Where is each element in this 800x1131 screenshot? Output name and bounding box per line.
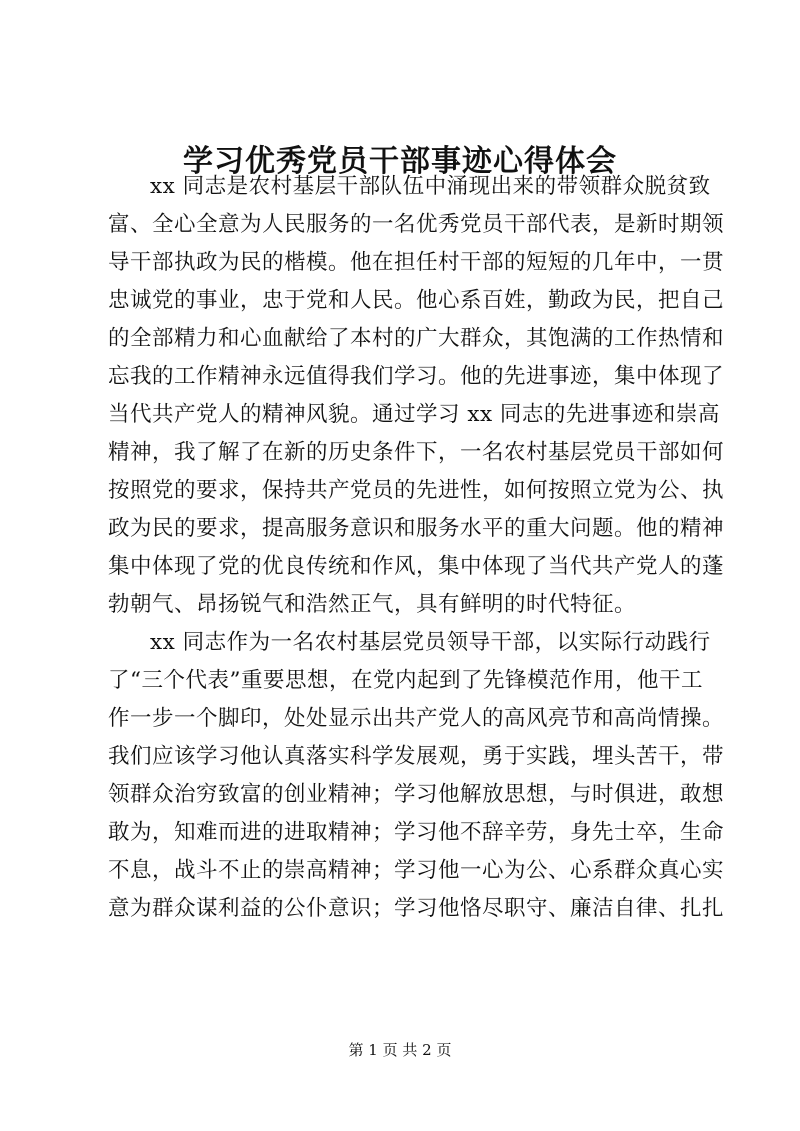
text-line: 勃朝气、昂扬锐气和浩然正气，具有鲜明的时代特征。 — [108, 592, 637, 617]
text-line: 政为民的要求，提高服务意识和服务水平的重大问题。他的精神 — [108, 516, 725, 541]
text-line: xx 同志作为一名农村基层党员领导干部，以实际行动践行 — [150, 630, 711, 655]
page-number-footer: 第 1 页 共 2 页 — [348, 1041, 452, 1059]
text-line: 当代共产党人的精神风貌。通过学习 xx 同志的先进事迹和崇高 — [108, 402, 720, 427]
text-line: 忘我的工作精神永远值得我们学习。他的先进事迹，集中体现了 — [108, 364, 725, 389]
paragraph-1 — [108, 168, 725, 624]
text-line: 富、全心全意为人民服务的一名优秀党员干部代表，是新时期领 — [108, 212, 725, 237]
text-line: 领群众治穷致富的创业精神；学习他解放思想，与时俱进，敢想 — [108, 782, 725, 807]
text-line: 敢为，知难而进的进取精神；学习他不辞辛劳，身先士卒，生命 — [108, 820, 725, 845]
text-line: 的全部精力和心血献给了本村的广大群众，其饱满的工作热情和 — [108, 326, 725, 351]
text-line: 导干部执政为民的楷模。他在担任村干部的短短的几年中，一贯 — [108, 250, 725, 275]
text-line: 忠诚党的事业，忠于党和人民。他心系百姓，勤政为民，把自己 — [108, 288, 725, 313]
paragraph-2 — [108, 624, 725, 928]
document-title: 学习优秀党员干部事迹心得体会 — [183, 144, 617, 179]
document-body — [108, 168, 725, 928]
text-line: xx 同志是农村基层干部队伍中涌现出来的带领群众脱贫致 — [150, 174, 711, 199]
text-line: 了“三个代表”重要思想，在党内起到了先锋模范作用，他干工 — [108, 668, 703, 693]
text-line: 我们应该学习他认真落实科学发展观，勇于实践，埋头苦干，带 — [108, 744, 725, 769]
text-line: 作一步一个脚印，处处显示出共产党人的高风亮节和高尚情操。 — [108, 706, 725, 731]
text-line: 集中体现了党的优良传统和作风，集中体现了当代共产党人的蓬 — [108, 554, 725, 579]
text-line: 精神，我了解了在新的历史条件下，一名农村基层党员干部如何 — [108, 440, 725, 465]
text-line: 按照党的要求，保持共产党员的先进性，如何按照立党为公、执 — [108, 478, 725, 503]
text-line: 意为群众谋利益的公仆意识；学习他恪尽职守、廉洁自律、扎扎 — [108, 896, 725, 921]
text-line: 不息，战斗不止的崇高精神；学习他一心为公、心系群众真心实 — [108, 858, 725, 883]
